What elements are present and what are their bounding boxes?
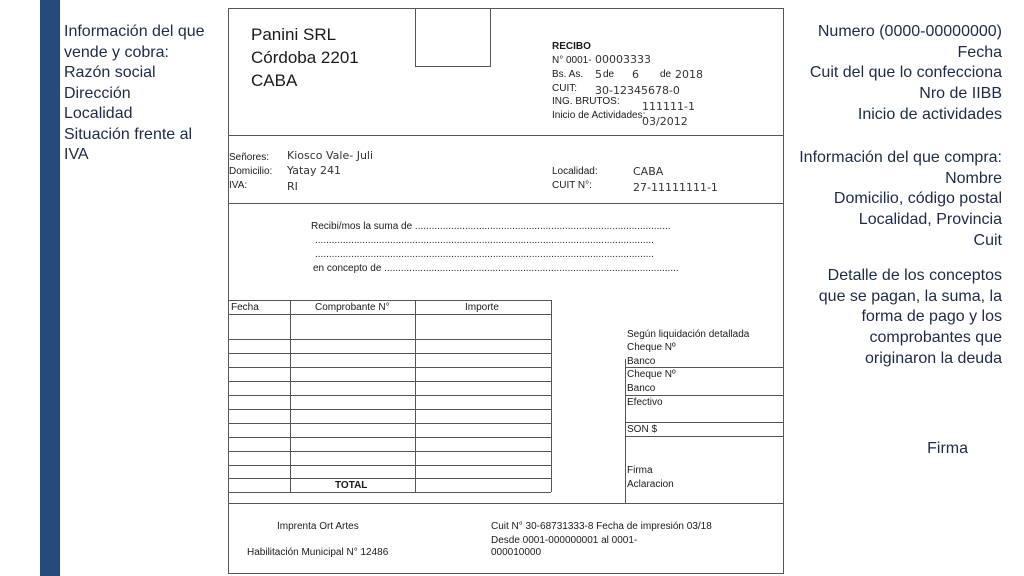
imprenta-text: Imprenta Ort Artes [277, 521, 359, 532]
annotation-line: IVA [64, 146, 89, 163]
buyer-info-annotation [799, 148, 1002, 252]
range-line-2: 000010000 [491, 547, 542, 558]
annotation-line: Numero (0000-00000000) [817, 23, 1002, 40]
annotation-line: forma de pago y los [861, 308, 1002, 326]
habilitacion-text: Habilitación Municipal N° 12486 [247, 547, 389, 558]
segun-liquidacion: Según liquidación detallada [627, 329, 750, 340]
annotation-line: Cuit del que lo confecciona [809, 64, 1002, 82]
column-header-fecha: Fecha [231, 302, 259, 313]
comprobantes-table [229, 300, 551, 492]
annotation-line: vende y cobra: [64, 43, 169, 61]
concept-detail-annotation [819, 266, 1002, 370]
iibb-label: ING. BRUTOS: [552, 96, 620, 107]
iibb-value: 111111-1 [642, 100, 695, 113]
date-day: 5 [595, 68, 602, 81]
senores-label: Señores: [229, 152, 270, 163]
recibo-title: RECIBO [552, 41, 591, 52]
annotation-line: Nro de IIBB [919, 85, 1002, 103]
annotation-line: que se pagan, la suma, la [818, 287, 1002, 305]
annotation-line: Cuit [973, 231, 1002, 249]
banco-1-label: Banco [627, 356, 656, 367]
logo-box [415, 9, 491, 67]
date-de2: de [660, 69, 672, 80]
domicilio-value: Yatay 241 [287, 164, 342, 177]
annotation-line: Fecha [957, 43, 1002, 61]
company-city: CABA [251, 71, 298, 90]
receipt-number-annotation [810, 22, 1002, 126]
localidad-value: CABA [633, 165, 664, 178]
annotation-line: Información del que compra: [799, 149, 1002, 166]
signature-annotation: Firma [927, 440, 968, 457]
inicio-label: Inicio de Actividades: [552, 110, 646, 121]
annotation-line: Inicio de actividades [857, 105, 1002, 123]
seller-info-annotation [64, 22, 224, 166]
company-address: Córdoba 2201 [251, 48, 359, 67]
concepto-line: en concepto de .......................................................................................................... [313, 263, 679, 274]
cheque-1-label: Cheque Nº [627, 342, 676, 353]
aclaracion-label: Aclaracion [627, 479, 674, 490]
dotted-line-1: .......................................................................................................................... [315, 235, 654, 246]
cuit-label: CUIT: [552, 83, 577, 94]
header-divider [229, 135, 783, 136]
date-de1: de [603, 69, 615, 80]
efectivo-label: Efectivo [627, 397, 663, 408]
place-label: Bs. As. [552, 69, 584, 80]
annotation-line: originaron la deuda [865, 349, 1002, 367]
annotation-line: Situación frente al [64, 125, 193, 143]
dotted-line-2: .......................................................................................................................... [315, 249, 654, 260]
iva-label: IVA: [229, 180, 248, 191]
iva-value: RI [287, 180, 298, 193]
suma-line: Recibi/mos la suma de ............................................................................................ [311, 221, 671, 232]
date-year: 2018 [675, 68, 703, 81]
column-header-importe: Importe [465, 302, 499, 313]
annotation-line: Nombre [945, 169, 1002, 187]
annotation-line: Localidad, Provincia [858, 211, 1002, 229]
left-accent-bar [40, 0, 60, 576]
localidad-label: Localidad: [552, 166, 598, 177]
annotation-line: Domicilio, código postal [833, 190, 1002, 208]
cuit2-label: CUIT N°: [552, 180, 592, 191]
annotation-line: comprobantes que [869, 329, 1002, 347]
banco-2-label: Banco [627, 383, 656, 394]
range-line-1: Desde 0001-000000001 al 0001- [491, 535, 638, 546]
printer-cuit-date: Cuit N° 30-68731333-8 Fecha de impresión 03/18 [491, 521, 712, 532]
recibo-number-value: 00003333 [595, 53, 651, 66]
date-month: 6 [632, 68, 639, 81]
domicilio-label: Domicilio: [229, 166, 273, 177]
son-label: SON $ [627, 424, 658, 435]
cuit2-value: 27-11111111-1 [633, 181, 718, 194]
receipt-form [228, 8, 784, 574]
inicio-value: 03/2012 [642, 115, 688, 128]
cuit-value: 30-12345678-0 [595, 84, 680, 97]
footer-divider [229, 503, 783, 504]
firma-label: Firma [627, 465, 653, 476]
annotation-line: Localidad [64, 105, 133, 122]
column-header-comprobante: Comprobante N° [315, 302, 390, 313]
recibo-number-label: N° 0001- [552, 55, 592, 66]
annotation-line: Información del que [64, 23, 205, 40]
cheque-2-label: Cheque Nº [627, 369, 676, 380]
annotation-line: Razón social [64, 64, 156, 81]
annotation-line: Detalle de los conceptos [827, 267, 1002, 284]
total-label: TOTAL [335, 480, 368, 491]
company-name: Panini SRL [251, 25, 337, 44]
annotation-line: Dirección [64, 84, 131, 102]
senores-value: Kiosco Vale- Juli [287, 149, 374, 162]
client-divider [229, 203, 783, 204]
